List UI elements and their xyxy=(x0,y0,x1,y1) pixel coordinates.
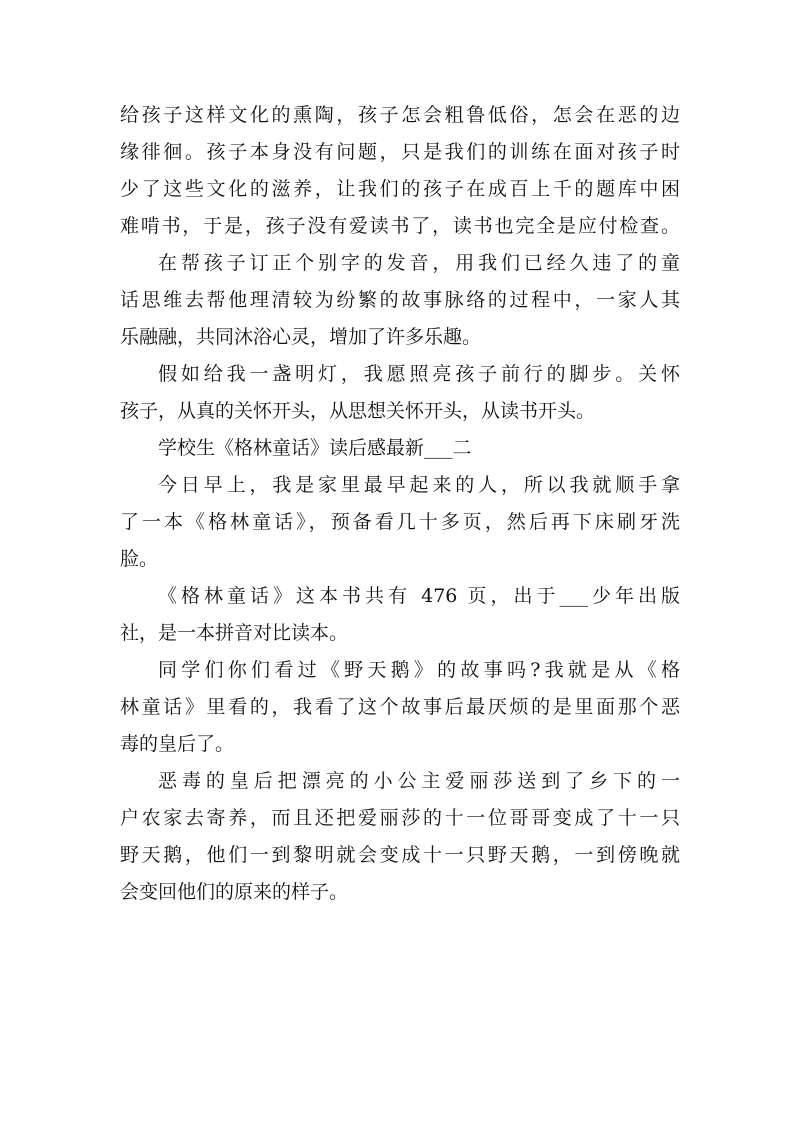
paragraph-line: 今日早上，我是家里最早起来的人，所以我就顺手拿 xyxy=(158,474,680,496)
paragraph-line: 恶毒的皇后把漂亮的小公主爱丽莎送到了乡下的一 xyxy=(158,770,680,792)
paragraph-line: 难啃书，于是，孩子没有爱读书了，读书也完全是应付检查。 xyxy=(120,215,680,237)
paragraph-line: 《格林童话》这本书共有 476 页，出于___少年出版 xyxy=(158,585,680,607)
document-body xyxy=(120,97,680,911)
paragraph-6 xyxy=(120,578,680,652)
heading-line: 学校生《格林童话》读后感最新___二 xyxy=(158,437,472,459)
paragraph-line: 缘徘徊。孩子本身没有问题，只是我们的训练在面对孩子时 xyxy=(120,141,680,163)
paragraph-line: 户农家去寄养，而且还把爱丽莎的十一位哥哥变成了十一只 xyxy=(120,807,680,829)
paragraph-line: 孩子，从真的关怀开头，从思想关怀开头，从读书开头。 xyxy=(120,400,596,422)
paragraph-line: 了一本《格林童话》，预备看几十多页，然后再下床刷牙洗 xyxy=(120,511,680,533)
paragraph-line: 少了这些文化的滋养，让我们的孩子在成百上千的题库中困 xyxy=(120,178,680,200)
paragraph-line: 给孩子这样文化的熏陶，孩子怎会粗鲁低俗，怎会在恶的边 xyxy=(120,104,680,126)
paragraph-8 xyxy=(120,763,680,911)
paragraph-line: 脸。 xyxy=(120,548,159,570)
section-heading xyxy=(120,430,680,467)
paragraph-line: 社，是一本拼音对比读本。 xyxy=(120,622,349,644)
paragraph-7 xyxy=(120,652,680,763)
paragraph-line: 假如给我一盏明灯，我愿照亮孩子前行的脚步。关怀 xyxy=(158,363,680,385)
paragraph-line: 在帮孩子订正个别字的发音，用我们已经久违了的童 xyxy=(158,252,680,274)
paragraph-3 xyxy=(120,356,680,430)
paragraph-5 xyxy=(120,467,680,578)
paragraph-1 xyxy=(120,97,680,245)
paragraph-line: 野天鹅，他们一到黎明就会变成十一只野天鹅，一到傍晚就 xyxy=(120,844,680,866)
paragraph-line: 话思维去帮他理清较为纷繁的故事脉络的过程中，一家人其 xyxy=(120,289,680,311)
paragraph-line: 毒的皇后了。 xyxy=(120,733,235,755)
paragraph-2 xyxy=(120,245,680,356)
paragraph-line: 同学们你们看过《野天鹅》的故事吗?我就是从《格 xyxy=(158,659,680,681)
paragraph-line: 会变回他们的原来的样子。 xyxy=(120,881,349,903)
paragraph-line: 乐融融，共同沐浴心灵，增加了许多乐趣。 xyxy=(120,326,482,348)
paragraph-line: 林童话》里看的，我看了这个故事后最厌烦的是里面那个恶 xyxy=(120,696,680,718)
